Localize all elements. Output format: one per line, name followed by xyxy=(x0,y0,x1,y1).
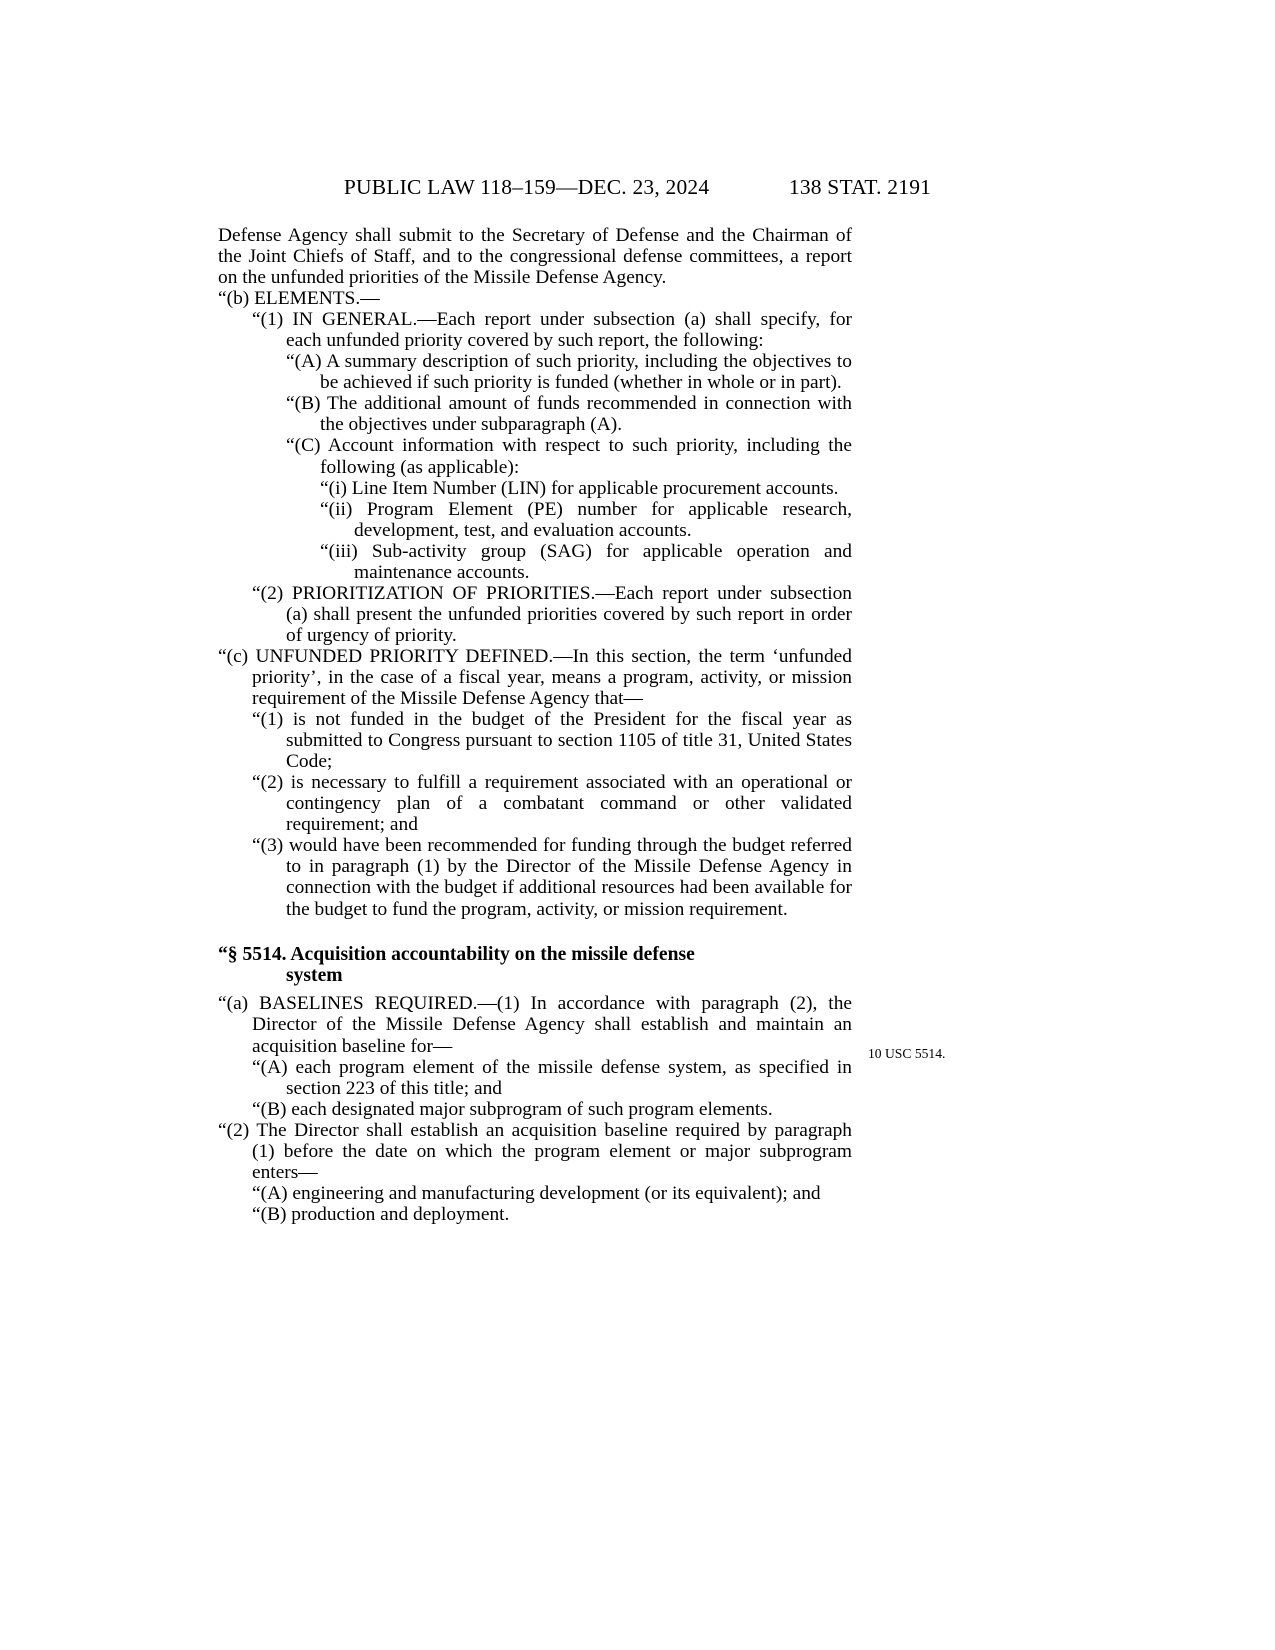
header-public-law: PUBLIC LAW 118–159—DEC. 23, 2024 xyxy=(343,175,710,199)
paragraph-b1-C-i: “(i) Line Item Number (LIN) for applicable procurement accounts. xyxy=(320,477,839,499)
paragraph-c1: “(1) is not funded in the budget of the President for the fiscal year as submitted to Congress pursuant to section 1105 of title 31, United States Code; xyxy=(252,709,852,773)
paragraph-a1-A: “(A) each program element of the missile defense system, as specified in section 223 of this title; and xyxy=(252,1056,852,1099)
paragraph-a: “(a) BASELINES REQUIRED.—(1) In accordance with paragraph (2), the Director of the Missile Defense Agency shall establish and maintain an acquisition baseline for— xyxy=(218,993,853,1057)
paragraph-b1: “(1) IN GENERAL.—Each report under subsection (a) shall specify, for each unfunded priority covered by such report, the following: xyxy=(252,309,852,352)
paragraph-b1-C-ii: “(ii) Program Element (PE) number for applicable research, development, test, and evaluation accounts. xyxy=(320,498,852,541)
paragraph-c2: “(2) is necessary to fulfill a requirement associated with an operational or contingency plan of a combatant command or other validated requirement; and xyxy=(252,772,852,836)
page-header xyxy=(0,175,1275,200)
section-heading-line1: “§ 5514. Acquisition accountability on the missile defense xyxy=(218,943,695,965)
paragraph-a1-B: “(B) each designated major subprogram of such program elements. xyxy=(252,1098,773,1120)
paragraph-b1-C: “(C) Account information with respect to such priority, including the following (as applicable): xyxy=(286,435,852,478)
paragraph-b-heading: “(b) ELEMENTS.— xyxy=(218,288,380,310)
paragraph-b1-B: “(B) The additional amount of funds recommended in connection with the objectives under subparagraph (A). xyxy=(286,393,852,436)
paragraph-a2-B: “(B) production and deployment. xyxy=(252,1203,510,1225)
paragraph-b2: “(2) PRIORITIZATION OF PRIORITIES.—Each report under subsection (a) shall present the unfunded priorities covered by such report in order of urgency of priority. xyxy=(252,582,853,646)
document-body xyxy=(218,225,852,1225)
section-heading-line2: system xyxy=(286,965,343,987)
paragraph-c3: “(3) would have been recommended for funding through the budget referred to in paragraph (1) by the Director of the Missile Defense Agency in connection with the budget if additional resources had been available for the budget to fund the program, activity, or mission requirement. xyxy=(252,835,852,920)
paragraph-b1-C-iii: “(iii) Sub-activity group (SAG) for applicable operation and maintenance accounts. xyxy=(320,540,852,583)
paragraph-intro: Defense Agency shall submit to the Secretary of Defense and the Chairman of the Joint Chiefs of Staff, and to the congressional defense committees, a report on the unfunded priorities of the Missile Defense Agency. xyxy=(218,225,852,289)
margin-note-usc-citation: 10 USC 5514. xyxy=(868,1046,946,1061)
section-heading-5514 xyxy=(218,944,852,988)
paragraph-a2-A: “(A) engineering and manufacturing development (or its equivalent); and xyxy=(252,1182,821,1204)
header-stat-citation: 138 STAT. 2191 xyxy=(788,175,932,199)
paragraph-c: “(c) UNFUNDED PRIORITY DEFINED.—In this section, the term ‘unfunded priority’, in the case of a fiscal year, means a program, activity, or mission requirement of the Missile Defense Agency that— xyxy=(218,645,852,710)
paragraph-b1-A: “(A) A summary description of such priority, including the objectives to be achieved if such priority is funded (whether in whole or in part). xyxy=(286,351,852,394)
paragraph-a2: “(2) The Director shall establish an acquisition baseline required by paragraph (1) before the date on which the program element or major subprogram enters— xyxy=(218,1119,852,1183)
